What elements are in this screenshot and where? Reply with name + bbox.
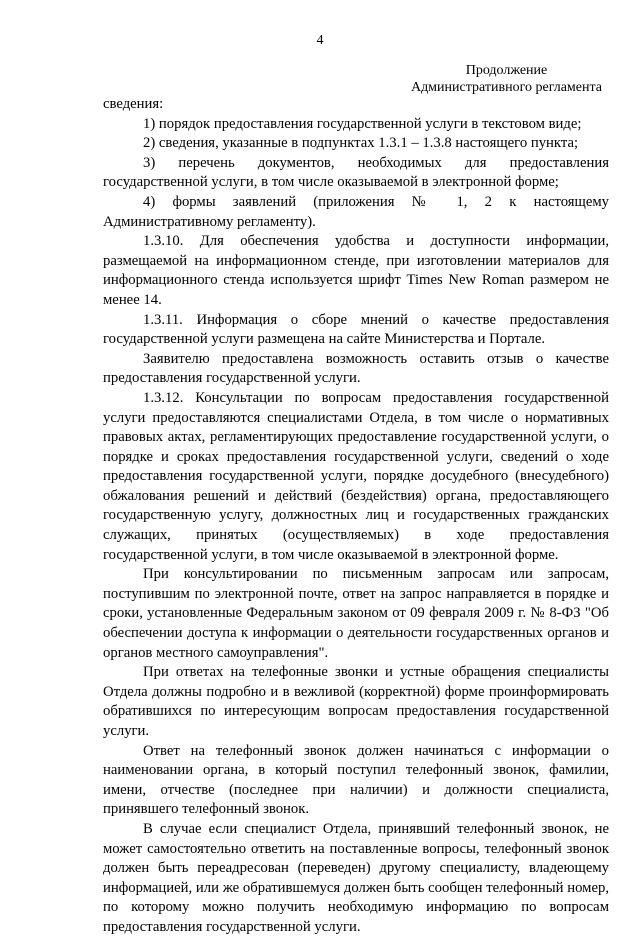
- paragraph: При консультировании по письменным запросам или запросам, поступившим по электронной почте, ответ на запрос направляется в порядке и сроки, установленные Федеральным законом от 09 февраля 2009 г. № 8-ФЗ "Об обеспечении доступа к информации о деятельности государственных органов и органов местного самоуправления".: [103, 566, 609, 661]
- header-note-line1: Продолжение: [465, 63, 548, 78]
- document-body: [103, 95, 609, 938]
- paragraph: Ответ на телефонный звонок должен начинаться с информации о наименовании органа, в который поступил телефонный звонок, фамилии, имени, отчестве (последнее при наличии) и должности специалиста, принявшего телефонный звонок.: [103, 742, 609, 818]
- paragraph: 1) порядок предоставления государственной услуги в текстовом виде;: [143, 115, 582, 132]
- page-number: 4: [316, 33, 324, 48]
- paragraph: 4) формы заявлений (приложения № 1, 2 к настоящему Административному регламенту).: [103, 193, 609, 230]
- paragraph: 3) перечень документов, необходимых для предоставления государственной услуги, в том числе оказываемой в электронной форме;: [103, 154, 609, 191]
- paragraph: сведения:: [103, 96, 164, 112]
- paragraph: 1.3.10. Для обеспечения удобства и доступности информации, размещаемой на информационном стенде, при изготовлении материалов для информационного стенда используется шрифт Times New Roman размером не менее 14.: [103, 233, 609, 308]
- paragraph: 1.3.12. Консультации по вопросам предоставления государственной услуги предоставляются специалистами Отдела, в том числе о нормативных правовых актах, регламентирующих предоставление государственной услуги, о порядке и сроках предоставления государственной услуги, сведений о ходе предоставления государственной услуги, порядке досудебного (внесудебного) обжалования решений и действий (бездействия) органа, предоставляющего государственную услугу, должностных лиц и государственных гражданских служащих, принятых (осуществляемых) в ходе предоставления государственной услуги, в том числе оказываемой в электронной форме.: [103, 389, 609, 563]
- paragraph: 2) сведения, указанные в подпунктах 1.3.1 – 1.3.8 настоящего пункта;: [143, 135, 579, 152]
- header-note: [411, 62, 602, 96]
- header-note-line2: Административного регламента: [410, 80, 602, 95]
- paragraph: При ответах на телефонные звонки и устные обращения специалисты Отдела должны подробно и в вежливой (корректной) форме проинформировать обратившихся по интересующим вопросам предоставления государственной услуги.: [103, 664, 609, 739]
- paragraph: В случае если специалист Отдела, принявший телефонный звонок, не может самостоятельно ответить на поставленные вопросы, телефонный звонок должен быть переадресован (переведен) другому специалисту, владеющему информацией, или же обратившемуся должен быть сообщен телефонный номер, по которому можно получить необходимую информацию по вопросам предоставления государственной услуги.: [103, 820, 609, 935]
- paragraph: Заявителю предоставлена возможность оставить отзыв о качестве предоставления государственной услуги.: [103, 350, 609, 387]
- paragraph: 1.3.11. Информация о сборе мнений о качестве предоставления государственной услуги размещена на сайте Министерства и Портале.: [103, 311, 609, 348]
